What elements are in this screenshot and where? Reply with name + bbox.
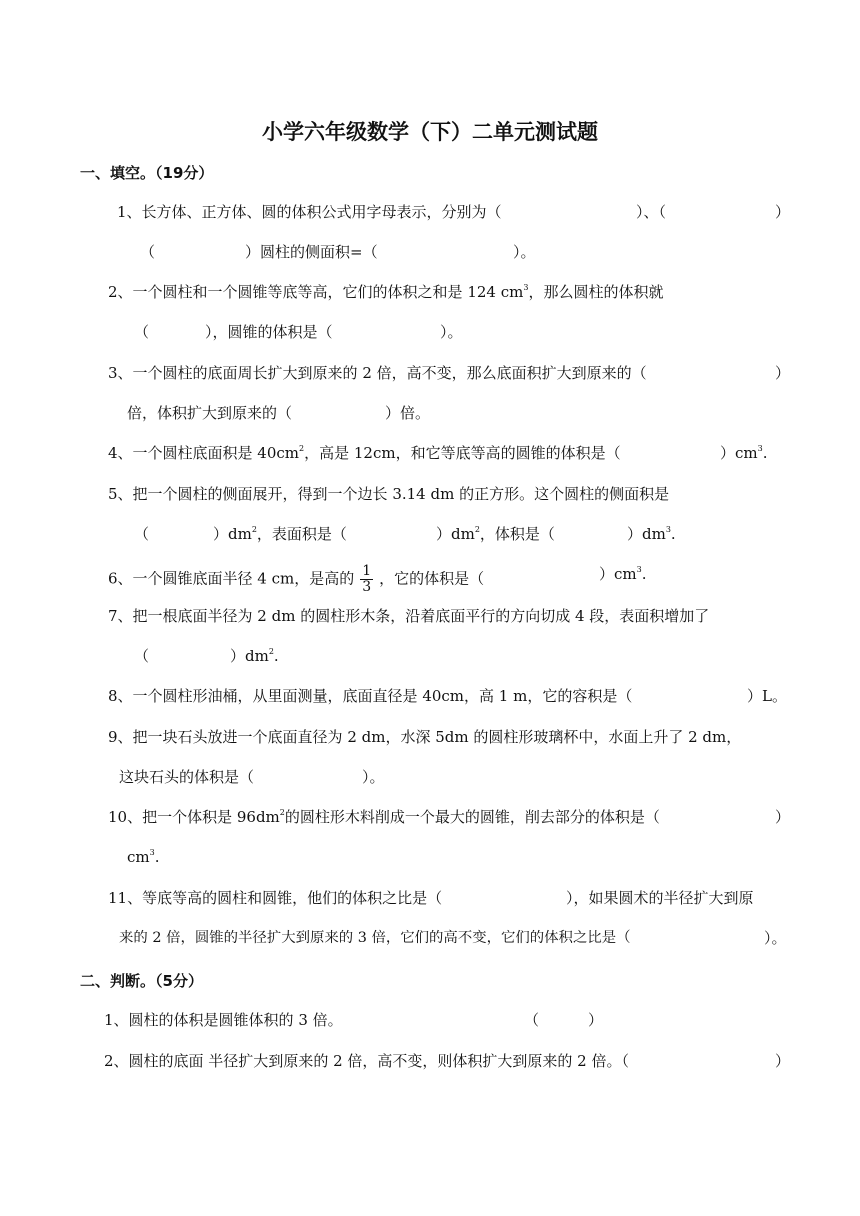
q3-blank-close-2: ）倍。 [385,404,431,422]
q6-text-2: ，它的体积是（ [379,569,485,588]
q5-sup-2: 2 [474,525,480,534]
q7-blank-close [230,646,279,666]
q6-sup: 3 [636,565,642,574]
q5-unit-2: ）dm [436,525,475,543]
q4-unit: ）cm [720,444,758,462]
q5-surface-text: ，表面积是（ [256,525,347,543]
q5-sup-3: 3 [665,525,671,534]
fraction-numerator: 1 [362,563,372,579]
q5-period: . [670,525,676,543]
question-5-line-1: 5、把一个圆柱的侧面展开，得到一个边长 3.14 dm 的正方形。这个圆柱的侧面积是 [108,485,670,503]
q1-blank-open-3: （ [140,243,156,261]
question-1-line-1 [117,202,502,222]
q6-blank-close [599,564,647,584]
q4-sup-2: 3 [757,444,763,453]
q4-period: . [762,444,768,462]
judge-item-2: 2、圆柱的底面 半径扩大到原来的 2 倍，高不变，则体积扩大到原来的 2 倍。（ [104,1052,629,1070]
q4-sup-1: 2 [299,444,305,453]
q9-blank-close: ）。 [362,768,385,786]
q6-unit: ）cm [599,565,637,583]
q3-blank-close-1: ） [775,364,791,382]
question-3-line-1: 3、一个圆柱的底面周长扩大到原来的 2 倍，高不变，那么底面积扩大到原来的（ [108,364,647,382]
q4-text: 4、一个圆柱底面积是 40cm [108,444,300,462]
q10-unit: cm [127,848,150,866]
q5-line-2-part-3 [627,524,676,544]
q4-blank-close [720,443,768,463]
question-7-line-1: 7、把一根底面半径为 2 dm 的圆柱形木条，沿着底面平行的方向切成 4 段，表面积增加了 [108,607,710,625]
q1-lateral-area-text: ）圆柱的侧面积=（ [245,243,378,261]
q2-blank-close-2: ）。 [440,323,463,341]
q10-sup-2: 3 [149,848,155,857]
question-6-line-1 [108,564,484,595]
q1-blank-close-1: ）、（ [636,203,667,221]
judge-1-blank-open: （ [524,1011,540,1029]
question-2-line-1 [108,282,663,302]
question-11-line-2: 来的 2 倍，圆锥的半径扩大到原来的 3 倍，它们的高不变，它们的体积之比是（ [119,930,631,946]
q10-unit-line [127,847,160,867]
q5-blank-open-1: （ [134,525,150,543]
q3-volume-text: 倍，体积扩大到原来的（ [127,404,293,422]
question-11-line-1: 11、等底等高的圆柱和圆锥，他们的体积之比是（ [108,889,443,907]
question-8-line-1: 8、一个圆柱形油桶，从里面测量，底面直径是 40cm，高 1 m，它的容积是（ [108,687,633,705]
judge-item-1: 1、圆柱的体积是圆锥体积的 3 倍。 [104,1011,343,1029]
judge-2-blank-close: ） [775,1052,791,1070]
q5-line-2-part-1 [213,524,347,544]
q5-volume-text: ，体积是（ [479,525,555,543]
question-10-line-1 [108,807,660,827]
page-title: 小学六年级数学（下）二单元测试题 [262,120,598,144]
q2-text: 2、一个圆柱和一个圆锥等底等高，它们的体积之和是 124 cm [108,283,524,301]
q2-sup: 3 [523,283,529,292]
q8-blank-close: ）L。 [747,687,787,705]
q2-blank-open-1: （ [134,323,150,341]
q5-sup-1: 2 [251,525,257,534]
q1-blank-close-2: ） [775,203,791,221]
q7-period: . [273,647,279,665]
q2-cone-text: ），圆锥的体积是（ [205,323,333,341]
q7-unit: ）dm [230,647,269,665]
q10-text: 10、把一个体积是 96dm [108,808,280,826]
q10-blank-close: ） [775,808,791,826]
q2-text-2: ，那么圆柱的体积就 [528,283,664,301]
one-third-fraction [360,564,373,595]
q7-blank-open: （ [134,647,150,665]
q5-unit-1: ）dm [213,525,252,543]
question-4-line-1 [108,443,621,463]
q6-text: 6、一个圆锥底面半径 4 cm，是高的 [108,569,355,588]
q11-line-1-part-2: ），如果圆术的半径扩大到原 [566,889,754,907]
q4-text-2: ，高是 12cm，和它等底等高的圆锥的体积是（ [304,444,621,462]
judge-1-blank-close: ） [588,1011,604,1029]
fraction-denominator: 3 [362,579,372,595]
q1-text: 1、长方体、正方体、圆的体积公式用字母表示，分别为（ [117,203,502,221]
q10-text-2: 的圆柱形木料削成一个最大的圆锥，削去部分的体积是（ [284,808,660,826]
q10-sup: 2 [279,808,285,817]
q10-period: . [154,848,160,866]
question-9-line-1: 9、把一块石头放进一个底面直径为 2 dm，水深 5dm 的圆柱形玻璃杯中，水面上升了 2 dm， [108,728,742,746]
q1-blank-close-4: ）。 [513,243,536,261]
q11-blank-close: ）。 [764,929,787,947]
q9-stone-volume-text: 这块石头的体积是（ [119,768,255,786]
section-fill-in-heading: 一、填空。（19分） [80,164,214,182]
q7-sup: 2 [268,647,274,656]
q5-unit-3: ）dm [627,525,666,543]
q6-period: . [641,565,647,583]
q5-line-2-part-2 [436,524,555,544]
section-judge-heading: 二、判断。（5分） [80,972,203,990]
